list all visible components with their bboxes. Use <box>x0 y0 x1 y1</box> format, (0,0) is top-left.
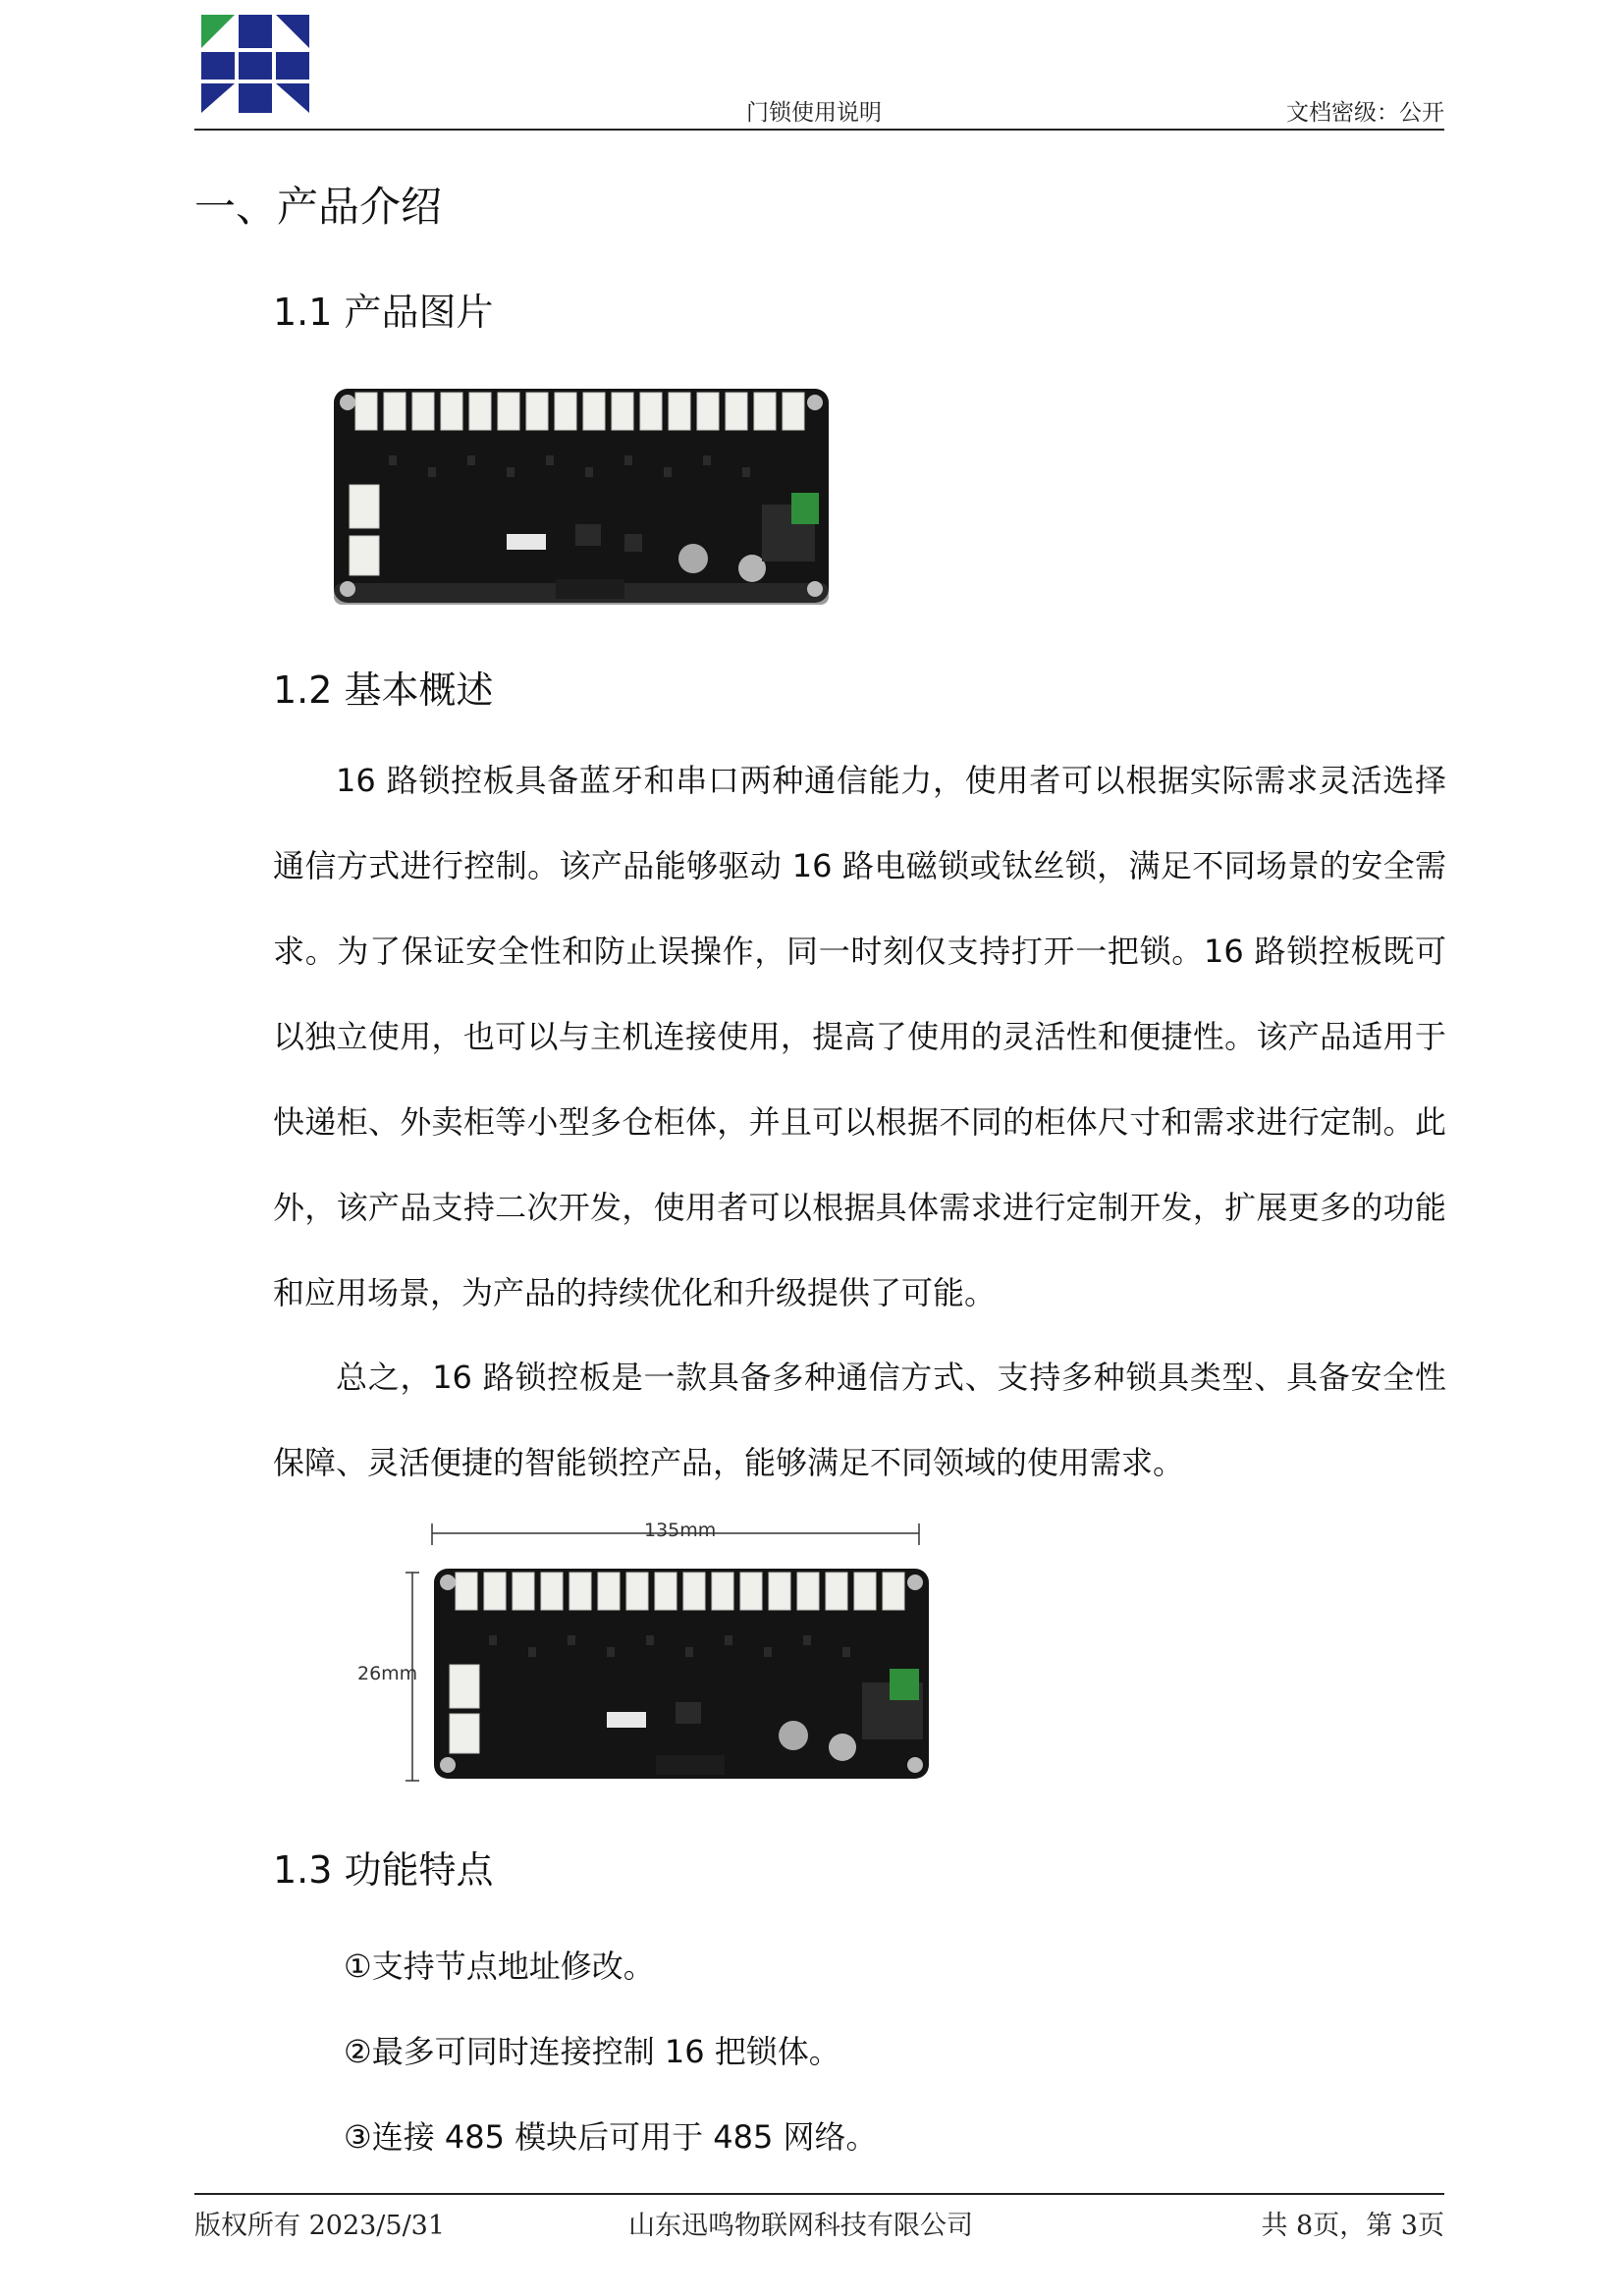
subsection-title-1-2: 1.2 基本概述 <box>273 668 494 712</box>
overview-paragraph-2: 总之，16 路锁控板是一款具备多种通信方式、支持多种锁具类型、具备安全性保障、灵活便捷的智能锁控产品，能够满足不同领域的使用需求。 <box>273 1359 1446 1481</box>
header-divider <box>194 129 1444 131</box>
feature-item-1: ①支持节点地址修改。 <box>344 1948 655 1985</box>
product-photo <box>330 387 833 609</box>
footer-page-number: 共 8页，第 3页 <box>1261 2211 1444 2241</box>
footer-divider <box>194 2193 1444 2195</box>
header-doc-title: 门锁使用说明 <box>746 100 882 126</box>
overview-paragraph-1: 16 路锁控板具备蓝牙和串口两种通信能力，使用者可以根据实际需求灵活选择通信方式进行控制。该产品能够驱动 16 路电磁锁或钛丝锁，满足不同场景的安全需求。为了保证安全性和防止误操作，同一时刻仅支持打开一把锁。16 路锁控板既可以独立使用，也可以与主机连接使用，提高了使用的灵活性和便捷性。该产品适用于快递柜、外卖柜等小型多仓柜体，并且可以根据不同的柜体尺寸和需求进行定制。此外，该产品支持二次开发，使用者可以根据具体需求进行定制开发，扩展更多的功能和应用场景，为产品的持续优化和升级提供了可能。 <box>273 762 1446 1311</box>
subsection-title-1-3: 1.3 功能特点 <box>273 1848 494 1892</box>
product-dimension-photo <box>430 1567 933 1785</box>
subsection-title-1-1: 1.1 产品图片 <box>273 291 494 334</box>
footer-company: 山东迅鸣物联网科技有限公司 <box>628 2211 973 2241</box>
height-dimension-label: 26mm <box>357 1663 418 1684</box>
section-title: 一、产品介绍 <box>194 183 443 231</box>
feature-item-2: ②最多可同时连接控制 16 把锁体。 <box>344 2033 840 2070</box>
company-logo <box>201 15 309 113</box>
width-dimension-label: 135mm <box>644 1520 717 1541</box>
footer-copyright: 版权所有 2023/5/31 <box>194 2211 446 2241</box>
header-classification: 文档密级：公开 <box>1286 100 1444 126</box>
feature-item-3: ③连接 485 模块后可用于 485 网络。 <box>344 2118 878 2156</box>
